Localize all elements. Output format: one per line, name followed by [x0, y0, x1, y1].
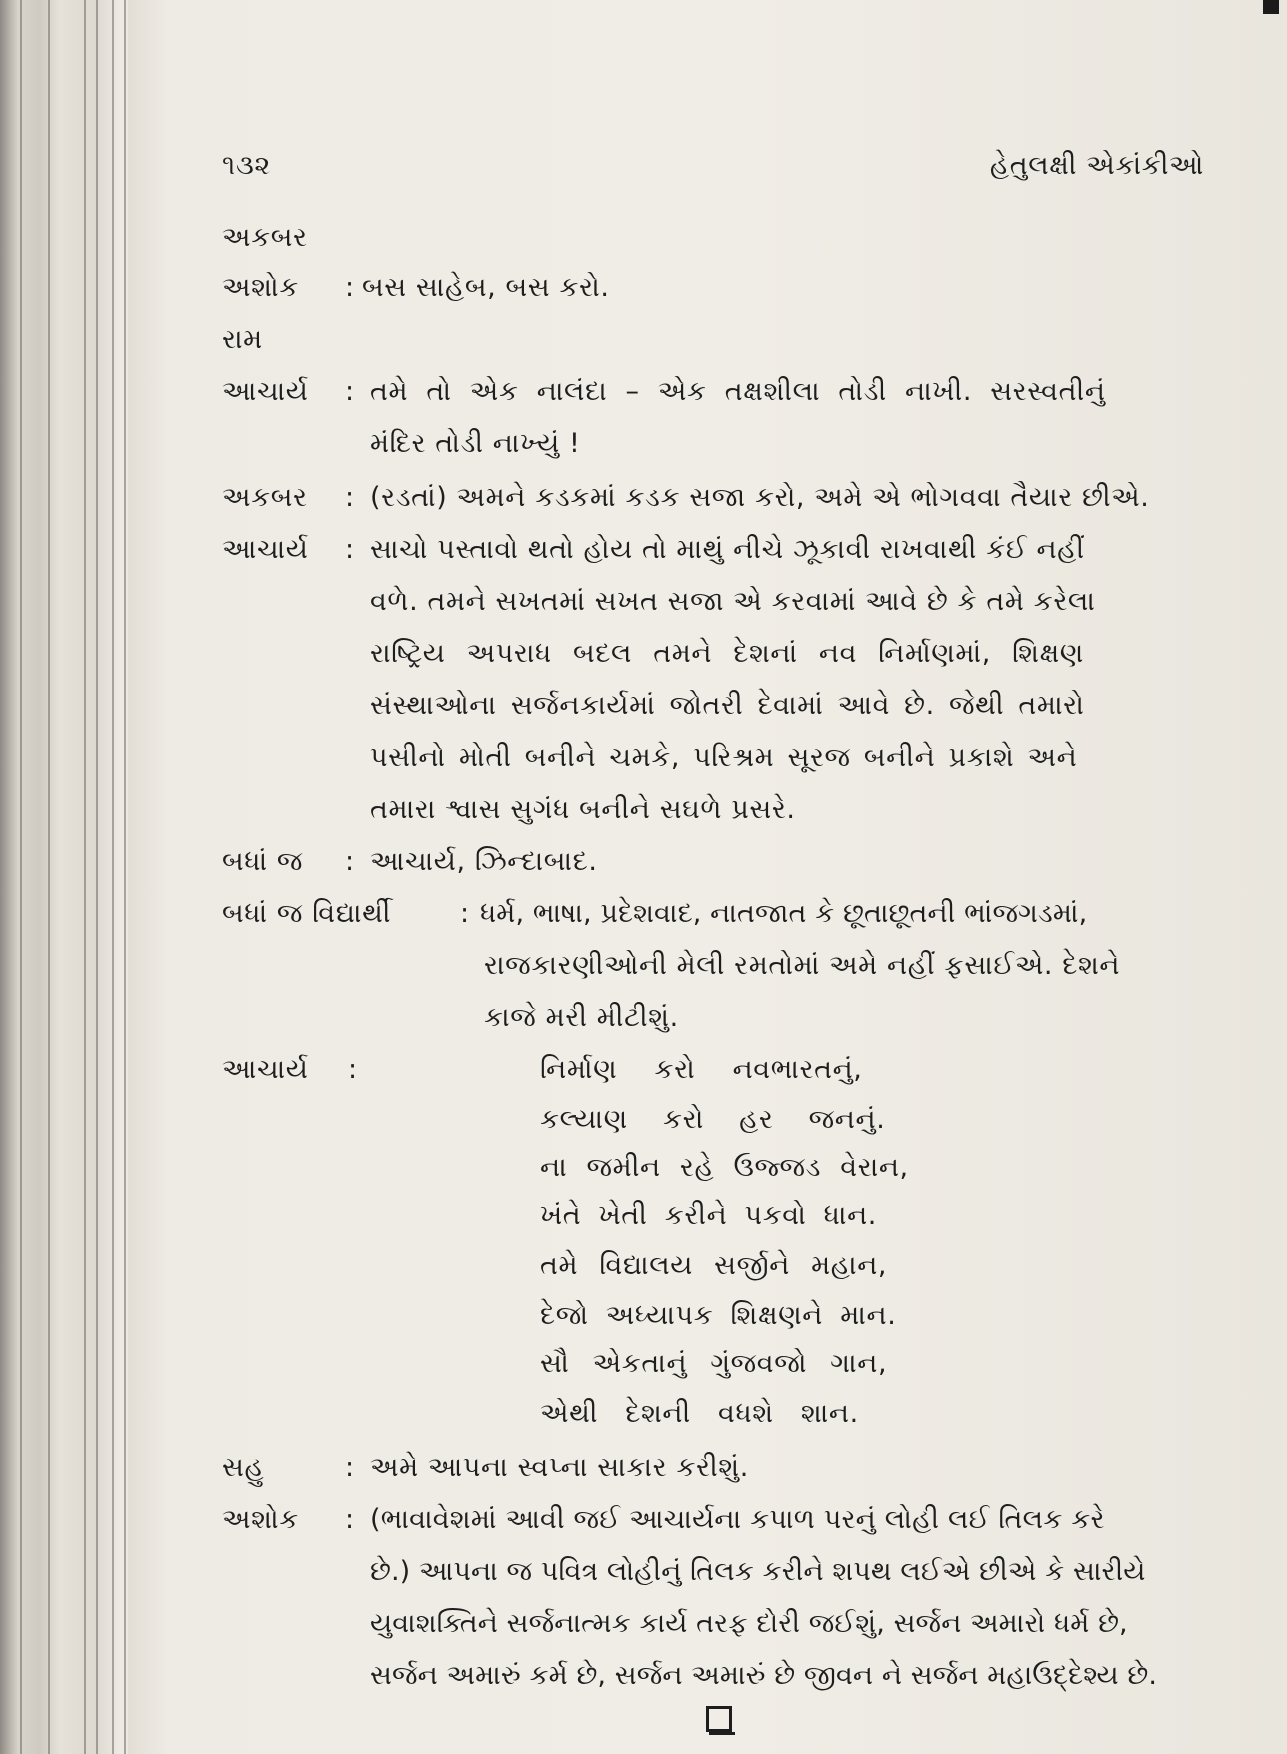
dialogue-colon: :	[345, 846, 355, 877]
end-of-section-mark	[706, 1706, 732, 1732]
dialogue-colon: :	[345, 482, 355, 513]
dialogue-line: અમે આપના સ્વપ્ના સાકાર કરીશું.	[370, 1452, 749, 1483]
dialogue-line: ધર્મ, ભાષા, પ્રદેશવાદ, નાતજાત કે છૂતાછૂતની ભાંજગડમાં,	[480, 898, 1088, 929]
speaker-acharya: આચાર્ય	[222, 1054, 309, 1085]
running-title: હેતુલક્ષી એકાંકીઓ	[989, 150, 1204, 181]
dialogue-line: બસ સાહેબ, બસ કરો.	[362, 272, 610, 303]
dialogue-line: (ભાવાવેશમાં આવી જઈ આચાર્યના કપાળ પરનું લોહી લઈ તિલક કરે	[370, 1504, 1105, 1535]
dialogue-colon: :	[460, 898, 470, 929]
speaker-sahu: સહુ	[222, 1452, 265, 1483]
page-edge	[84, 0, 86, 1754]
poem-line: એથી દેશની વધશે શાન.	[540, 1398, 859, 1429]
speaker-all: બધાં જ	[222, 846, 304, 877]
speaker-akbar: અકબર	[222, 222, 308, 253]
dialogue-line: તમારા શ્વાસ સુગંધ બનીને સઘળે પ્રસરે.	[370, 794, 796, 825]
dialogue-line: સાચો પસ્તાવો થતો હોય તો માથું નીચે ઝૂકાવી રાખવાથી કંઈ નહીં	[370, 534, 1085, 565]
dialogue-colon: :	[345, 1452, 355, 1483]
poem-line: નિર્માણ કરો નવભારતનું,	[540, 1054, 863, 1085]
dialogue-line: (રડતાં) અમને કડકમાં કડક સજા કરો, અમે એ ભોગવવા તૈયાર છીએ.	[370, 482, 1150, 513]
poem-line: તમે વિદ્યાલય સર્જીને મહાન,	[540, 1250, 888, 1281]
speaker-ashok: અશોક	[222, 272, 299, 303]
page-edge	[112, 0, 114, 1754]
page-edge	[124, 0, 126, 1754]
dialogue-colon: :	[345, 534, 355, 565]
dialogue-line: છે.) આપના જ પવિત્ર લોહીનું તિલક કરીને શપથ લઈએ છીએ કે સારીયે	[370, 1556, 1146, 1587]
poem-line: સૌ એકતાનું ગુંજવજો ગાન,	[540, 1348, 888, 1379]
dialogue-line: મંદિર તોડી નાખ્યું !	[370, 428, 581, 459]
dialogue-colon: :	[345, 376, 355, 407]
poem-line: દેજો અધ્યાપક શિક્ષણને માન.	[540, 1300, 897, 1331]
speaker-all-students: બધાં જ વિદ્યાર્થી	[222, 898, 392, 929]
speaker-ram: રામ	[222, 324, 263, 355]
corner-mark	[1263, 0, 1279, 14]
page-edge	[20, 0, 22, 1754]
speaker-acharya: આચાર્ય	[222, 534, 309, 565]
dialogue-line: સર્જન અમારું કર્મ છે, સર્જન અમારું છે જીવન ને સર્જન મહાઉદ્દેશ્ય છે.	[370, 1660, 1158, 1691]
dialogue-line: પસીનો મોતી બનીને ચમકે, પરિશ્રમ સૂરજ બનીને પ્રકાશે અને	[370, 742, 1078, 773]
dialogue-colon: :	[345, 1504, 355, 1535]
dialogue-line: કાજે મરી મીટીશું.	[484, 1002, 679, 1033]
speaker-ashok: અશોક	[222, 1504, 299, 1535]
dialogue-line: સંસ્થાઓના સર્જનકાર્યમાં જોતરી દેવામાં આવે છે. જેથી તમારો	[370, 690, 1085, 721]
speaker-acharya: આચાર્ય	[222, 376, 309, 407]
page-number: ૧૩૨	[222, 150, 271, 181]
poem-line: ના જમીન રહે ઉજ્જડ વેરાન,	[540, 1152, 909, 1183]
dialogue-line: રાષ્ટ્રિય અપરાધ બદલ તમને દેશનાં નવ નિર્માણમાં, શિક્ષણ	[370, 638, 1084, 669]
poem-line: કલ્યાણ કરો હર જનનું.	[540, 1104, 886, 1135]
page-edge	[48, 0, 50, 1754]
poem-line: ખંતે ખેતી કરીને પકવો ધાન.	[540, 1200, 877, 1231]
dialogue-line: વળે. તમને સખતમાં સખત સજા એ કરવામાં આવે છે કે તમે કરેલા	[370, 586, 1096, 617]
dialogue-line: તમે તો એક નાલંદા – એક તક્ષશીલા તોડી નાખી. સરસ્વતીનું	[370, 376, 1106, 407]
page-edge	[96, 0, 98, 1754]
dialogue-colon: :	[348, 1054, 358, 1085]
speaker-akbar: અકબર	[222, 482, 308, 513]
book-page	[128, 0, 1287, 1754]
dialogue-line: રાજકારણીઓની મેલી રમતોમાં અમે નહીં ફસાઈએ. દેશને	[484, 950, 1121, 981]
dialogue-line: યુવાશક્તિને સર્જનાત્મક કાર્ય તરફ દોરી જઈશું, સર્જન અમારો ધર્મ છે,	[370, 1608, 1128, 1639]
dialogue-colon: :	[345, 272, 355, 303]
dialogue-line: આચાર્ય, ઝિન્દાબાદ.	[370, 846, 598, 877]
